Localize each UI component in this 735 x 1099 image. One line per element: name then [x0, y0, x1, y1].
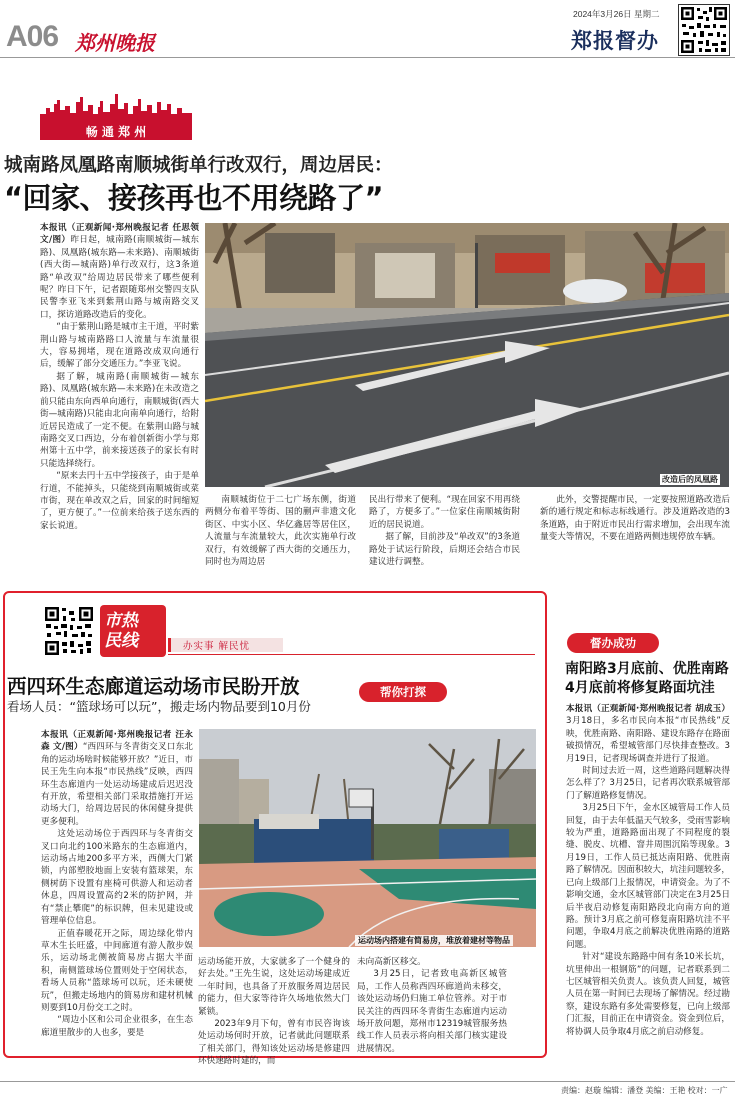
sports-photo-caption: 运动场内搭建有简易房，堆放着建材等物品 [355, 935, 513, 946]
footer-credits: 责编：赵璇 编辑：潘登 美编：王艳 校对：一广 [561, 1086, 728, 1095]
road-photo [205, 223, 729, 487]
hotline-rule [168, 654, 535, 655]
article-byline: 本报讯（正观新闻·郑州晚报记者 任思领 文/图） [40, 223, 199, 246]
hotline-logo [100, 605, 166, 657]
footer-rule [0, 1081, 735, 1082]
page-header [0, 0, 735, 58]
hotline-qr-code [44, 606, 94, 656]
body-paragraph: 2023年9月下旬，曾有市民咨询该处运动场何时开放，记者就此问题联系了相关部门，得知该处运动场是修建四环快速路时建的，而 [198, 1019, 350, 1067]
column-logo [40, 92, 192, 140]
body-paragraph: 据了解，目前涉及“单改双”的3条道路处于试运行阶段，后期还会结合市民建议进行调整。 [369, 532, 521, 568]
hotline-byline: 本报讯（正观新闻·郑州晚报记者 汪永森 文/图） [41, 730, 193, 753]
body-paragraph: 此外，交警提醒市民，一定要按照道路改造后新的通行规定和标志标线通行。涉及道路改造的3条道路，由于附近市民出行需求增加，会出现车流量变大等情况，不要在道路两侧违规停放车辆。 [540, 495, 730, 543]
article-top-col2 [205, 494, 356, 568]
body-paragraph: “由于紫荆山路是城市主干道，平时紫荆山路与城南路路口人流量与车流量很大，容易拥堵，现在道路改成双向通行后，缓解了部分交通压力。”李亚飞说。 [40, 322, 199, 370]
body-paragraph: 时间过去近一周，这些道路问题解决得怎么样了？3月25日，记者再次联系城管部门了解道路修复情况。 [566, 766, 730, 801]
article-top-col1 [40, 222, 199, 532]
article-top-col3 [369, 494, 520, 568]
duban-body [566, 703, 730, 1038]
hotline-col2 [198, 956, 350, 1068]
paper-name-logo: 郑州晚报 [75, 31, 155, 55]
body-paragraph: 3月25日下午，金水区城管局工作人员回复，由于去年低温天气较多，受雨雪影响较为严重，道路路面出现了不同程度的裂缝、脱皮、坑槽、窨井周围沉陷等现象。3月19日，工作人员已抵达南阳路、优胜南路了解情况。因面积较大，坑洼问题较多，已向上级部门上报情况，申请资金。为了不影响交通，金水区城管部门决定在3月25日后半夜启动修复南阳路段北向南方向的道路。预计3月底之前可修复南阳路坑洼不平问题，争取4月底之前解决优胜南路的道路问题。 [566, 803, 730, 950]
duban-headline: 南阳路3月底前、优胜南路4月底前将修复路面坑洼 [565, 661, 729, 696]
skyline-icon [40, 92, 192, 122]
hotline-col3 [357, 956, 507, 1055]
road-photo-caption: 改造后的凤凰路 [662, 475, 718, 484]
section-title: 郑报督办 [571, 29, 659, 53]
body-paragraph: 民出行带来了便利。“现在回家不用再绕路了，方便多了。”一位家住南顺城街附近的居民说道。 [369, 495, 520, 530]
body-paragraph: 这处运动场位于西四环与冬青街交叉口向北约100米路东的生态廊道内，运动场占地200多平方米，西侧大门紧锁，内部塑胶地面上安装有篮球架，东侧树荫下设置有座椅可供游人和运动者休息，四周设置高约2米的防护网，并有“禁止攀爬”的标识牌，但未见建设或管理单位信息。 [41, 829, 193, 927]
duban-tag: 督办成功 [567, 633, 659, 653]
header-rule [0, 57, 735, 58]
hotline-logo-text: 市热民线 [104, 611, 138, 651]
hotline-tag: 帮你打探 [359, 682, 447, 702]
article-kicker: 城南路凤凰路南顺城街单行改双行，周边居民： [4, 155, 393, 176]
body-paragraph: 针对“建设东路路中间有条10米长坑，坑里伸出一根钢筋”的问题，记者联系到二七区城管相关负责人。该负责人回复，城管人员在第一时间已去现场了解情况。经过勘察，建设东路有多处需要修复，已向上级部门汇报，目前正在申请资金。资金到位后，将协调人员争取4月底之前启动修复。 [566, 952, 730, 1037]
body-paragraph: 正值春暖花开之际，周边绿化带内草木生长旺盛，中间廊道有游人散步娱乐，运动场北侧被简易房占据大半面积，南侧篮球场位置则处于空闲状态，看场人员称“篮球场可以玩，还未硬使玩”，但搬走场地内的简易房和建材机械则要到10月份交工之时。 [41, 928, 193, 1013]
body-paragraph: 据了解，城南路(南顺城街—城东路)、凤凰路(城东路—未来路)在未改造之前只能由东向西单向通行，南顺城街(西大街—城南路)只能由北向南单向通行，给附近居民造成了一定不便。在紫荆山路与城南路交叉口西边，分布着创新街小学与郑州第十五中学，前来接送孩子的家长有时只能选择绕行。 [40, 371, 199, 469]
issue-date: 2024年3月26日 星期二 [573, 9, 660, 19]
duban-byline: 本报讯（正观新闻·郑州晚报记者 胡成玉） [566, 704, 730, 714]
body-paragraph: “原来去円十五中学接孩子，由于是单行道，不能掉头，只能绕到南顺城街或菜市街，现在单改双之后，回家的时间缩短了，更方便了。”一位前来给孩子送东西的家长说道。 [40, 471, 199, 531]
body-paragraph: 昨日起，城南路(南顺城街—城东路)、凤凰路(城东路—未来路)、南顺城街(西大街—城南路)单行改双行，这3条道路“单改双”给周边居民带来了哪些便利呢？昨日下午，记者跟随郑州交警四支队民警李亚飞来到紫荆山路与城南路交叉口，探访道路改造后的变化。 [40, 235, 199, 320]
sports-field-photo [199, 729, 536, 947]
body-paragraph: “西四环与冬青街交叉口东北角的运动场啥时候能够开放？”近日，市民王先生向本报“市民热线”反映，西四环生态廊道内一处运动场建成后迟迟没有开放，希望相关部门采取措施打开运动场大门，给周边居民的休闲健身提供更多便利。 [41, 742, 193, 827]
hotline-slogan: 办实事 解民忧 [183, 641, 251, 652]
article-headline: “回家、接孩再也不用绕路了” [4, 181, 384, 215]
body-paragraph: 未向高新区移交。 [357, 957, 426, 967]
page-number: A06 [6, 20, 59, 53]
header-qr-code [678, 4, 730, 56]
body-paragraph: 3月18日，多名市民向本报“市民热线”反映，优胜南路、南阳路、建设东路存在路面破损情况，希望城管部门尽快排查整改。3月19日，记者现场调查并进行了报道。 [566, 716, 730, 764]
column-logo-label: 畅 通 郑 州 [85, 125, 147, 139]
body-paragraph: 3月25日，记者致电高新区城管局，工作人员称西四环廊道尚未移交，该处运动场仍归施工单位管养。对于市民关注的西四环冬青街生态廊道内运动场开放问题，郑州市12319城管服务热线工作人员表示将向相关部门核实建设进展情况。 [357, 969, 507, 1054]
article-top-col4 [540, 494, 730, 544]
body-paragraph: “周边小区和公司企业很多，在生态廊道里散步的人也多，要是 [41, 1015, 193, 1038]
body-paragraph: 南顺城街位于二七广场东侧，街道两侧分布着平等街、国的蒯声非遗文化街区、中实小区、华亿鑫居等居住区，人流量与车流量较大，此次实施单行改双行，有效缓解了西大街的交通压力，同时也为周边居 [205, 495, 356, 568]
hotline-headline: 西四环生态廊道运动场市民盼开放 [7, 675, 300, 698]
hotline-subhead: 看场人员：“篮球场可以玩”，搬走场内物品要到10月份 [7, 699, 311, 714]
hotline-col1 [41, 729, 193, 1039]
body-paragraph: 运动场能开放，大家就多了一个健身的好去处。”王先生说，这处运动场建成近一年时间，也具备了开放服务周边居民的能力，但大家等待许久场地依然大门紧锁。 [198, 957, 350, 1017]
